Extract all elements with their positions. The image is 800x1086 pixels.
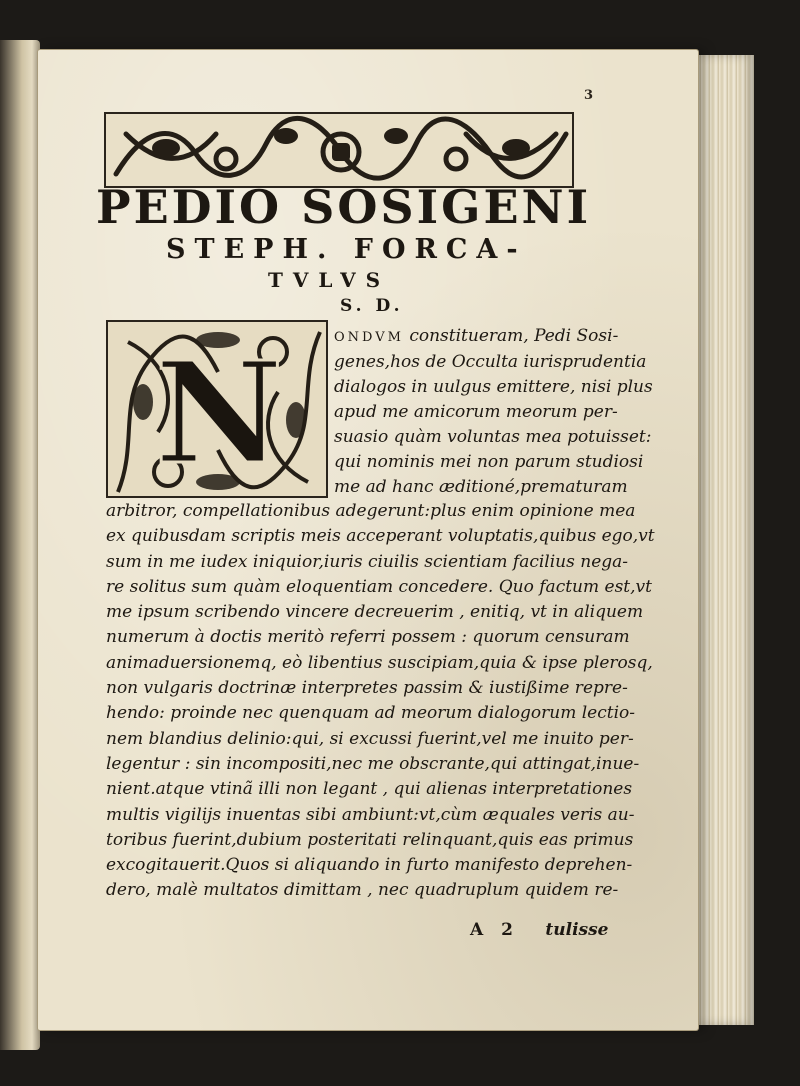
title-line-2: STEPH. FORCA- bbox=[166, 234, 527, 265]
intro-line-first bbox=[334, 324, 694, 350]
intro-line: genes,hos de Occulta iurisprudentia bbox=[334, 352, 647, 372]
title-line-3: TVLVS bbox=[268, 268, 391, 292]
body-line: animaduersionemq, eò libentius suscipiam,quia & ipse plerosq, bbox=[106, 652, 653, 673]
book-page-stack-edge bbox=[690, 55, 754, 1025]
body-line: me ipsum scribendo vincere decreuerim , enitiq, vt in aliquem bbox=[106, 602, 644, 623]
catchword: tulisse bbox=[545, 920, 609, 940]
body-line: numerum à doctis meritò referri possem : quorum censuram bbox=[106, 627, 630, 648]
body-text bbox=[106, 499, 666, 904]
body-line: dero, malè multatos dimittam , nec quadruplum quidem re- bbox=[106, 880, 619, 901]
body-line: nem blandius delinio:qui, si excussi fuerint,vel me inuito per- bbox=[106, 728, 634, 749]
intro-line: apud me amicorum meorum per- bbox=[334, 402, 618, 422]
intro-line: suasio quàm voluntas mea potuisset: bbox=[334, 427, 652, 447]
page-footer bbox=[470, 920, 670, 940]
body-line: legentur : sin incompositi,nec me obscrante,qui attingat,inue- bbox=[106, 753, 640, 774]
ornamental-headpiece bbox=[104, 112, 574, 188]
book-left-page-edge bbox=[0, 40, 40, 1050]
intro-first-rest: constitueram, Pedi Sosi- bbox=[403, 326, 619, 346]
body-line: nient.atque vtinã illi non legant , qui alienas interpretationes bbox=[106, 779, 633, 800]
initial-letter: N bbox=[155, 332, 283, 496]
intro-line: qui nominis mei non parum studiosi bbox=[334, 452, 644, 472]
body-line: ex quibusdam scriptis meis acceperant voluptatis,quibus ego,vt bbox=[106, 526, 655, 547]
body-line: non vulgaris doctrinæ interpretes passim & iustißime repre- bbox=[106, 678, 628, 699]
salutation: S. D. bbox=[340, 296, 404, 316]
intro-caps: ONDVM bbox=[334, 330, 404, 345]
body-line: excogitauerit.Quos si aliquando in furto manifesto deprehen- bbox=[106, 855, 633, 876]
intro-line: dialogos in uulgus emittere, nisi plus bbox=[334, 377, 653, 397]
body-line: re solitus sum quàm eloquentiam concedere. Quo factum est,vt bbox=[106, 576, 652, 597]
signature-mark: A 2 bbox=[470, 920, 519, 940]
decorated-initial bbox=[106, 320, 328, 498]
body-line: toribus fuerint,dubium posteritati relinquant,quis eas primus bbox=[106, 829, 634, 850]
intro-line: me ad hanc æditioné,prematuram bbox=[334, 477, 628, 497]
body-line: arbitror, compellationibus adegerunt:plus enim opinione mea bbox=[106, 501, 636, 521]
page-number: 3 bbox=[584, 88, 594, 103]
body-line: hendo: proinde nec quenquam ad meorum dialogorum lectio- bbox=[106, 703, 635, 724]
body-line: sum in me iudex iniquior,iuris ciuilis scientiam facilius nega- bbox=[106, 551, 629, 572]
body-line: multis vigilijs inuentas sibi ambiunt:vt,cùm æquales veris au- bbox=[106, 804, 635, 825]
title-line-1: PEDIO SOSIGENI bbox=[96, 180, 592, 234]
intro-lines bbox=[334, 324, 694, 500]
